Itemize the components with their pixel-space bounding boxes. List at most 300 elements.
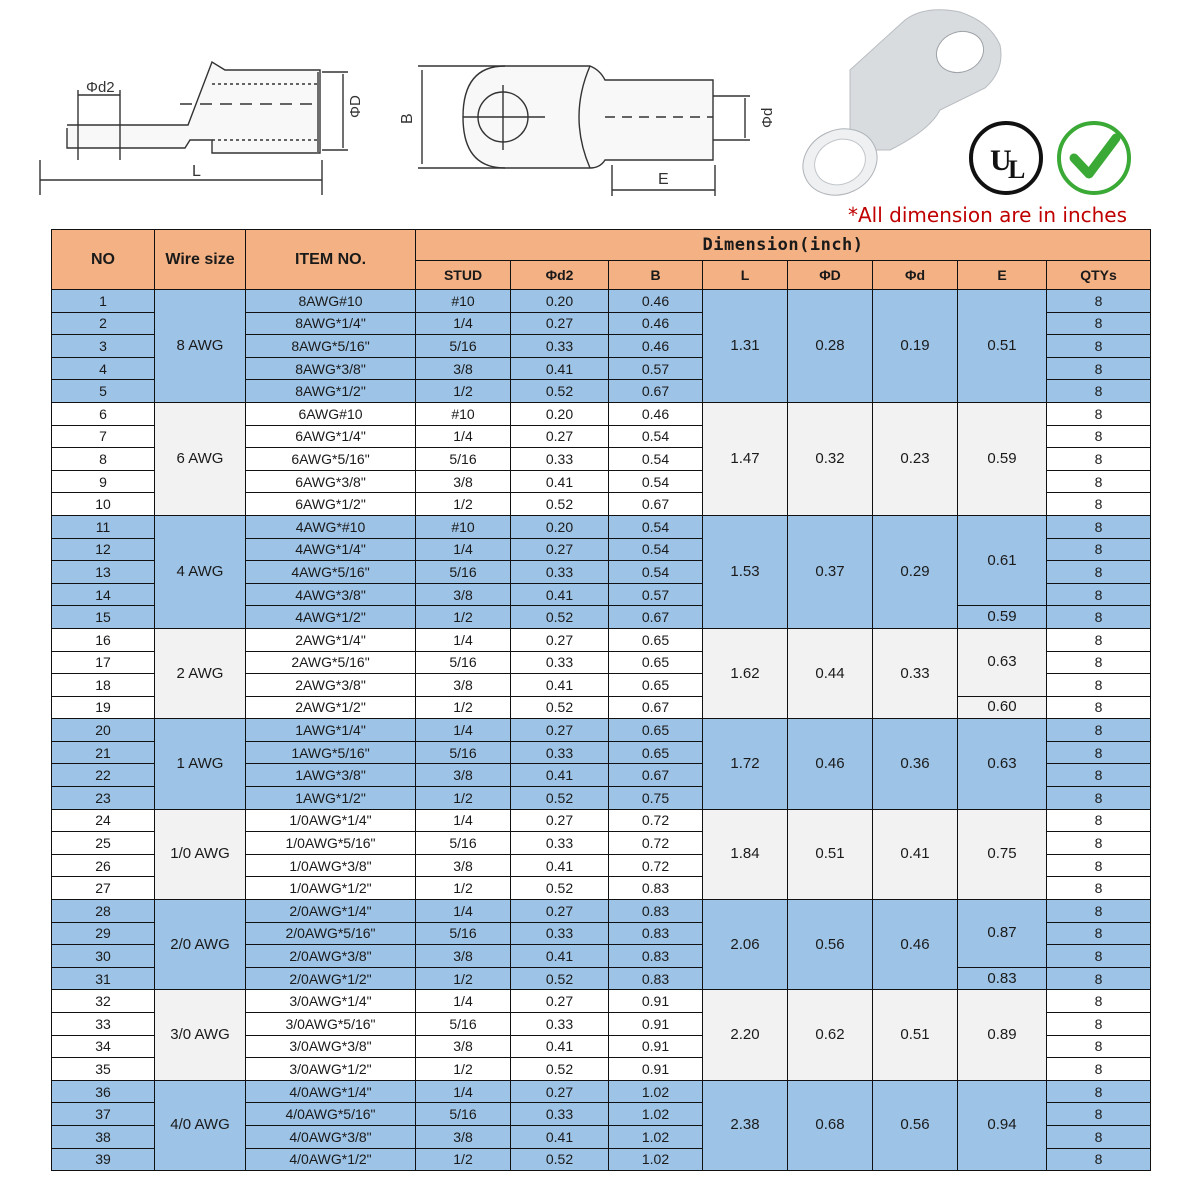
item-no: 8AWG*3/8" xyxy=(246,357,416,380)
technical-drawings xyxy=(0,0,1200,230)
wire-size-cell: 6 AWG xyxy=(155,402,246,515)
stud-cell: 3/8 xyxy=(416,945,511,968)
e-cell: 0.60 xyxy=(958,696,1047,719)
label-E: E xyxy=(658,171,669,188)
b-cell: 0.75 xyxy=(609,787,703,810)
l-cell: 1.47 xyxy=(703,402,788,515)
table-header xyxy=(52,230,1151,290)
wire-size-cell: 2 AWG xyxy=(155,628,246,718)
b-cell: 1.02 xyxy=(609,1148,703,1171)
outer-d-cell: 0.37 xyxy=(788,515,873,628)
dimension-note: *All dimension are in inches xyxy=(848,203,1128,227)
table-row xyxy=(52,628,1151,651)
header-item-no: ITEM NO. xyxy=(246,230,416,290)
b-cell: 1.02 xyxy=(609,1080,703,1103)
d2-cell: 0.33 xyxy=(511,561,609,584)
b-cell: 0.65 xyxy=(609,674,703,697)
item-no: 1/0AWG*1/4" xyxy=(246,809,416,832)
row-no: 6 xyxy=(52,402,155,425)
d2-cell: 0.20 xyxy=(511,515,609,538)
stud-cell: #10 xyxy=(416,515,511,538)
d2-cell: 0.27 xyxy=(511,538,609,561)
item-no: 4/0AWG*3/8" xyxy=(246,1125,416,1148)
d2-cell: 0.41 xyxy=(511,674,609,697)
stud-cell: 5/16 xyxy=(416,1013,511,1036)
d2-cell: 0.33 xyxy=(511,335,609,358)
header-qtys: QTYs xyxy=(1047,261,1151,290)
header-inner-d: Φd xyxy=(873,261,958,290)
stud-cell: 5/16 xyxy=(416,741,511,764)
d2-cell: 0.52 xyxy=(511,493,609,516)
row-no: 22 xyxy=(52,764,155,787)
e-cell: 0.83 xyxy=(958,967,1047,990)
stud-cell: 1/2 xyxy=(416,787,511,810)
qty-cell: 8 xyxy=(1047,448,1151,471)
qty-cell: 8 xyxy=(1047,628,1151,651)
d2-cell: 0.27 xyxy=(511,990,609,1013)
label-phi-d2: Φd2 xyxy=(86,79,115,96)
outer-d-cell: 0.28 xyxy=(788,290,873,403)
table-row xyxy=(52,900,1151,923)
b-cell: 0.72 xyxy=(609,832,703,855)
stud-cell: 1/4 xyxy=(416,719,511,742)
item-no: 4/0AWG*5/16" xyxy=(246,1103,416,1126)
qty-cell: 8 xyxy=(1047,290,1151,313)
e-cell: 0.59 xyxy=(958,606,1047,629)
row-no: 37 xyxy=(52,1103,155,1126)
d2-cell: 0.27 xyxy=(511,809,609,832)
item-no: 2AWG*1/2" xyxy=(246,696,416,719)
label-phi-d: Φd xyxy=(759,107,776,128)
d2-cell: 0.33 xyxy=(511,741,609,764)
b-cell: 0.83 xyxy=(609,945,703,968)
qty-cell: 8 xyxy=(1047,719,1151,742)
row-no: 4 xyxy=(52,357,155,380)
item-no: 2/0AWG*1/4" xyxy=(246,900,416,923)
header-e: E xyxy=(958,261,1047,290)
lug-photo xyxy=(792,10,1001,207)
inner-d-cell: 0.46 xyxy=(873,900,958,990)
qty-cell: 8 xyxy=(1047,900,1151,923)
stud-cell: 5/16 xyxy=(416,832,511,855)
b-cell: 0.67 xyxy=(609,380,703,403)
qty-cell: 8 xyxy=(1047,1148,1151,1171)
stud-cell: 3/8 xyxy=(416,1035,511,1058)
item-no: 8AWG#10 xyxy=(246,290,416,313)
qty-cell: 8 xyxy=(1047,1013,1151,1036)
table-body xyxy=(52,290,1151,1171)
row-no: 21 xyxy=(52,741,155,764)
qty-cell: 8 xyxy=(1047,470,1151,493)
stud-cell: 1/2 xyxy=(416,493,511,516)
header-dimension: Dimension(inch) xyxy=(416,230,1151,261)
stud-cell: 3/8 xyxy=(416,583,511,606)
outer-d-cell: 0.44 xyxy=(788,628,873,718)
item-no: 8AWG*1/4" xyxy=(246,312,416,335)
row-no: 35 xyxy=(52,1058,155,1081)
d2-cell: 0.20 xyxy=(511,402,609,425)
stud-cell: 1/4 xyxy=(416,425,511,448)
row-no: 28 xyxy=(52,900,155,923)
b-cell: 0.54 xyxy=(609,538,703,561)
table-row xyxy=(52,719,1151,742)
qty-cell: 8 xyxy=(1047,402,1151,425)
header-stud: STUD xyxy=(416,261,511,290)
row-no: 20 xyxy=(52,719,155,742)
item-no: 4AWG*#10 xyxy=(246,515,416,538)
b-cell: 0.54 xyxy=(609,448,703,471)
wire-size-cell: 3/0 AWG xyxy=(155,990,246,1080)
qty-cell: 8 xyxy=(1047,561,1151,584)
item-no: 4AWG*1/4" xyxy=(246,538,416,561)
item-no: 4/0AWG*1/4" xyxy=(246,1080,416,1103)
table-row xyxy=(52,402,1151,425)
row-no: 11 xyxy=(52,515,155,538)
header-d2: Φd2 xyxy=(511,261,609,290)
wire-size-cell: 4 AWG xyxy=(155,515,246,628)
inner-d-cell: 0.19 xyxy=(873,290,958,403)
qty-cell: 8 xyxy=(1047,1080,1151,1103)
item-no: 1/0AWG*3/8" xyxy=(246,854,416,877)
stud-cell: 3/8 xyxy=(416,854,511,877)
item-no: 4AWG*1/2" xyxy=(246,606,416,629)
stud-cell: 1/2 xyxy=(416,1058,511,1081)
stud-cell: 1/4 xyxy=(416,900,511,923)
stud-cell: 5/16 xyxy=(416,922,511,945)
qty-cell: 8 xyxy=(1047,922,1151,945)
l-cell: 1.72 xyxy=(703,719,788,809)
b-cell: 0.91 xyxy=(609,1035,703,1058)
qty-cell: 8 xyxy=(1047,696,1151,719)
stud-cell: 5/16 xyxy=(416,335,511,358)
row-no: 8 xyxy=(52,448,155,471)
d2-cell: 0.41 xyxy=(511,1035,609,1058)
top-view-drawing xyxy=(418,66,750,196)
inner-d-cell: 0.29 xyxy=(873,515,958,628)
qty-cell: 8 xyxy=(1047,877,1151,900)
item-no: 2AWG*3/8" xyxy=(246,674,416,697)
b-cell: 0.54 xyxy=(609,561,703,584)
qty-cell: 8 xyxy=(1047,606,1151,629)
qty-cell: 8 xyxy=(1047,515,1151,538)
table-row xyxy=(52,990,1151,1013)
row-no: 5 xyxy=(52,380,155,403)
b-cell: 0.83 xyxy=(609,900,703,923)
header-wire-size: Wire size xyxy=(155,230,246,290)
d2-cell: 0.52 xyxy=(511,1148,609,1171)
row-no: 14 xyxy=(52,583,155,606)
row-no: 12 xyxy=(52,538,155,561)
e-cell: 0.59 xyxy=(958,402,1047,515)
item-no: 3/0AWG*5/16" xyxy=(246,1013,416,1036)
item-no: 6AWG*5/16" xyxy=(246,448,416,471)
b-cell: 0.65 xyxy=(609,651,703,674)
stud-cell: 1/2 xyxy=(416,877,511,900)
stud-cell: 1/4 xyxy=(416,1080,511,1103)
d2-cell: 0.52 xyxy=(511,380,609,403)
d2-cell: 0.33 xyxy=(511,922,609,945)
inner-d-cell: 0.51 xyxy=(873,990,958,1080)
item-no: 3/0AWG*1/4" xyxy=(246,990,416,1013)
item-no: 1/0AWG*1/2" xyxy=(246,877,416,900)
stud-cell: 1/2 xyxy=(416,606,511,629)
outer-d-cell: 0.46 xyxy=(788,719,873,809)
qty-cell: 8 xyxy=(1047,651,1151,674)
qty-cell: 8 xyxy=(1047,809,1151,832)
row-no: 24 xyxy=(52,809,155,832)
qty-cell: 8 xyxy=(1047,1125,1151,1148)
row-no: 9 xyxy=(52,470,155,493)
header-b: B xyxy=(609,261,703,290)
item-no: 2/0AWG*3/8" xyxy=(246,945,416,968)
inner-d-cell: 0.41 xyxy=(873,809,958,899)
item-no: 4AWG*5/16" xyxy=(246,561,416,584)
table-row xyxy=(52,290,1151,313)
l-cell: 2.06 xyxy=(703,900,788,990)
outer-d-cell: 0.56 xyxy=(788,900,873,990)
stud-cell: 1/4 xyxy=(416,628,511,651)
l-cell: 1.62 xyxy=(703,628,788,718)
qty-cell: 8 xyxy=(1047,674,1151,697)
b-cell: 0.91 xyxy=(609,990,703,1013)
spec-table xyxy=(51,229,1151,1171)
qty-cell: 8 xyxy=(1047,764,1151,787)
b-cell: 0.83 xyxy=(609,877,703,900)
svg-text:L: L xyxy=(1008,155,1026,184)
b-cell: 0.72 xyxy=(609,809,703,832)
b-cell: 0.54 xyxy=(609,470,703,493)
b-cell: 0.91 xyxy=(609,1058,703,1081)
l-cell: 2.38 xyxy=(703,1080,788,1170)
inner-d-cell: 0.23 xyxy=(873,402,958,515)
wire-size-cell: 4/0 AWG xyxy=(155,1080,246,1170)
stud-cell: 1/4 xyxy=(416,809,511,832)
e-cell: 0.63 xyxy=(958,719,1047,809)
d2-cell: 0.20 xyxy=(511,290,609,313)
b-cell: 0.65 xyxy=(609,719,703,742)
stud-cell: 5/16 xyxy=(416,1103,511,1126)
qty-cell: 8 xyxy=(1047,312,1151,335)
item-no: 4AWG*3/8" xyxy=(246,583,416,606)
b-cell: 0.54 xyxy=(609,515,703,538)
b-cell: 1.02 xyxy=(609,1125,703,1148)
item-no: 1/0AWG*5/16" xyxy=(246,832,416,855)
qty-cell: 8 xyxy=(1047,1058,1151,1081)
stud-cell: 3/8 xyxy=(416,470,511,493)
wire-size-cell: 2/0 AWG xyxy=(155,900,246,990)
b-cell: 0.46 xyxy=(609,290,703,313)
rohs-check-icon xyxy=(1059,123,1129,193)
item-no: 3/0AWG*1/2" xyxy=(246,1058,416,1081)
item-no: 6AWG*1/2" xyxy=(246,493,416,516)
row-no: 27 xyxy=(52,877,155,900)
outer-d-cell: 0.32 xyxy=(788,402,873,515)
wire-size-cell: 1/0 AWG xyxy=(155,809,246,899)
e-cell: 0.51 xyxy=(958,290,1047,403)
d2-cell: 0.33 xyxy=(511,832,609,855)
d2-cell: 0.41 xyxy=(511,357,609,380)
stud-cell: 1/2 xyxy=(416,380,511,403)
row-no: 31 xyxy=(52,967,155,990)
d2-cell: 0.33 xyxy=(511,448,609,471)
stud-cell: 5/16 xyxy=(416,561,511,584)
row-no: 18 xyxy=(52,674,155,697)
row-no: 36 xyxy=(52,1080,155,1103)
b-cell: 1.02 xyxy=(609,1103,703,1126)
row-no: 39 xyxy=(52,1148,155,1171)
d2-cell: 0.41 xyxy=(511,1125,609,1148)
row-no: 7 xyxy=(52,425,155,448)
d2-cell: 0.27 xyxy=(511,628,609,651)
outer-d-cell: 0.68 xyxy=(788,1080,873,1170)
wire-size-cell: 1 AWG xyxy=(155,719,246,809)
d2-cell: 0.27 xyxy=(511,900,609,923)
qty-cell: 8 xyxy=(1047,741,1151,764)
item-no: 1AWG*1/4" xyxy=(246,719,416,742)
d2-cell: 0.33 xyxy=(511,1013,609,1036)
d2-cell: 0.33 xyxy=(511,651,609,674)
d2-cell: 0.27 xyxy=(511,719,609,742)
wire-size-cell: 8 AWG xyxy=(155,290,246,403)
qty-cell: 8 xyxy=(1047,1103,1151,1126)
d2-cell: 0.27 xyxy=(511,312,609,335)
label-B: B xyxy=(399,113,416,124)
d2-cell: 0.52 xyxy=(511,787,609,810)
stud-cell: 1/4 xyxy=(416,990,511,1013)
item-no: 3/0AWG*3/8" xyxy=(246,1035,416,1058)
row-no: 29 xyxy=(52,922,155,945)
item-no: 6AWG*1/4" xyxy=(246,425,416,448)
e-cell: 0.89 xyxy=(958,990,1047,1080)
header-l: L xyxy=(703,261,788,290)
l-cell: 1.31 xyxy=(703,290,788,403)
row-no: 23 xyxy=(52,787,155,810)
qty-cell: 8 xyxy=(1047,967,1151,990)
b-cell: 0.91 xyxy=(609,1013,703,1036)
d2-cell: 0.27 xyxy=(511,1080,609,1103)
e-cell: 0.75 xyxy=(958,809,1047,899)
b-cell: 0.83 xyxy=(609,967,703,990)
outer-d-cell: 0.62 xyxy=(788,990,873,1080)
l-cell: 1.53 xyxy=(703,515,788,628)
table-row xyxy=(52,809,1151,832)
item-no: 6AWG#10 xyxy=(246,402,416,425)
e-cell: 0.94 xyxy=(958,1080,1047,1170)
stud-cell: 3/8 xyxy=(416,764,511,787)
stud-cell: 1/2 xyxy=(416,696,511,719)
stud-cell: 1/2 xyxy=(416,967,511,990)
item-no: 2AWG*1/4" xyxy=(246,628,416,651)
b-cell: 0.46 xyxy=(609,312,703,335)
stud-cell: 5/16 xyxy=(416,651,511,674)
qty-cell: 8 xyxy=(1047,832,1151,855)
b-cell: 0.65 xyxy=(609,741,703,764)
d2-cell: 0.33 xyxy=(511,1103,609,1126)
inner-d-cell: 0.36 xyxy=(873,719,958,809)
b-cell: 0.72 xyxy=(609,854,703,877)
item-no: 6AWG*3/8" xyxy=(246,470,416,493)
qty-cell: 8 xyxy=(1047,583,1151,606)
item-no: 2/0AWG*5/16" xyxy=(246,922,416,945)
item-no: 2/0AWG*1/2" xyxy=(246,967,416,990)
item-no: 1AWG*3/8" xyxy=(246,764,416,787)
qty-cell: 8 xyxy=(1047,990,1151,1013)
row-no: 34 xyxy=(52,1035,155,1058)
e-cell: 0.61 xyxy=(958,515,1047,605)
inner-d-cell: 0.56 xyxy=(873,1080,958,1170)
d2-cell: 0.52 xyxy=(511,877,609,900)
stud-cell: 1/2 xyxy=(416,1148,511,1171)
d2-cell: 0.52 xyxy=(511,1058,609,1081)
row-no: 25 xyxy=(52,832,155,855)
item-no: 8AWG*1/2" xyxy=(246,380,416,403)
b-cell: 0.67 xyxy=(609,696,703,719)
stud-cell: #10 xyxy=(416,402,511,425)
l-cell: 2.20 xyxy=(703,990,788,1080)
svg-text:U: U xyxy=(990,144,1012,177)
e-cell: 0.87 xyxy=(958,900,1047,968)
d2-cell: 0.52 xyxy=(511,606,609,629)
inner-d-cell: 0.33 xyxy=(873,628,958,718)
row-no: 30 xyxy=(52,945,155,968)
table-row xyxy=(52,1080,1151,1103)
qty-cell: 8 xyxy=(1047,425,1151,448)
row-no: 38 xyxy=(52,1125,155,1148)
d2-cell: 0.41 xyxy=(511,470,609,493)
e-cell: 0.63 xyxy=(958,628,1047,696)
row-no: 13 xyxy=(52,561,155,584)
stud-cell: 1/4 xyxy=(416,312,511,335)
stud-cell: 1/4 xyxy=(416,538,511,561)
item-no: 4/0AWG*1/2" xyxy=(246,1148,416,1171)
row-no: 33 xyxy=(52,1013,155,1036)
b-cell: 0.57 xyxy=(609,583,703,606)
qty-cell: 8 xyxy=(1047,1035,1151,1058)
qty-cell: 8 xyxy=(1047,787,1151,810)
stud-cell: 3/8 xyxy=(416,1125,511,1148)
b-cell: 0.67 xyxy=(609,493,703,516)
d2-cell: 0.41 xyxy=(511,583,609,606)
b-cell: 0.83 xyxy=(609,922,703,945)
b-cell: 0.54 xyxy=(609,425,703,448)
item-no: 1AWG*5/16" xyxy=(246,741,416,764)
stud-cell: 3/8 xyxy=(416,357,511,380)
d2-cell: 0.52 xyxy=(511,967,609,990)
row-no: 19 xyxy=(52,696,155,719)
outer-d-cell: 0.51 xyxy=(788,809,873,899)
row-no: 10 xyxy=(52,493,155,516)
stud-cell: 3/8 xyxy=(416,674,511,697)
table-row xyxy=(52,515,1151,538)
b-cell: 0.46 xyxy=(609,335,703,358)
qty-cell: 8 xyxy=(1047,357,1151,380)
d2-cell: 0.27 xyxy=(511,425,609,448)
qty-cell: 8 xyxy=(1047,854,1151,877)
b-cell: 0.65 xyxy=(609,628,703,651)
d2-cell: 0.41 xyxy=(511,945,609,968)
d2-cell: 0.41 xyxy=(511,854,609,877)
row-no: 17 xyxy=(52,651,155,674)
qty-cell: 8 xyxy=(1047,493,1151,516)
d2-cell: 0.52 xyxy=(511,696,609,719)
b-cell: 0.46 xyxy=(609,402,703,425)
b-cell: 0.67 xyxy=(609,606,703,629)
qty-cell: 8 xyxy=(1047,335,1151,358)
row-no: 32 xyxy=(52,990,155,1013)
l-cell: 1.84 xyxy=(703,809,788,899)
b-cell: 0.67 xyxy=(609,764,703,787)
item-no: 1AWG*1/2" xyxy=(246,787,416,810)
